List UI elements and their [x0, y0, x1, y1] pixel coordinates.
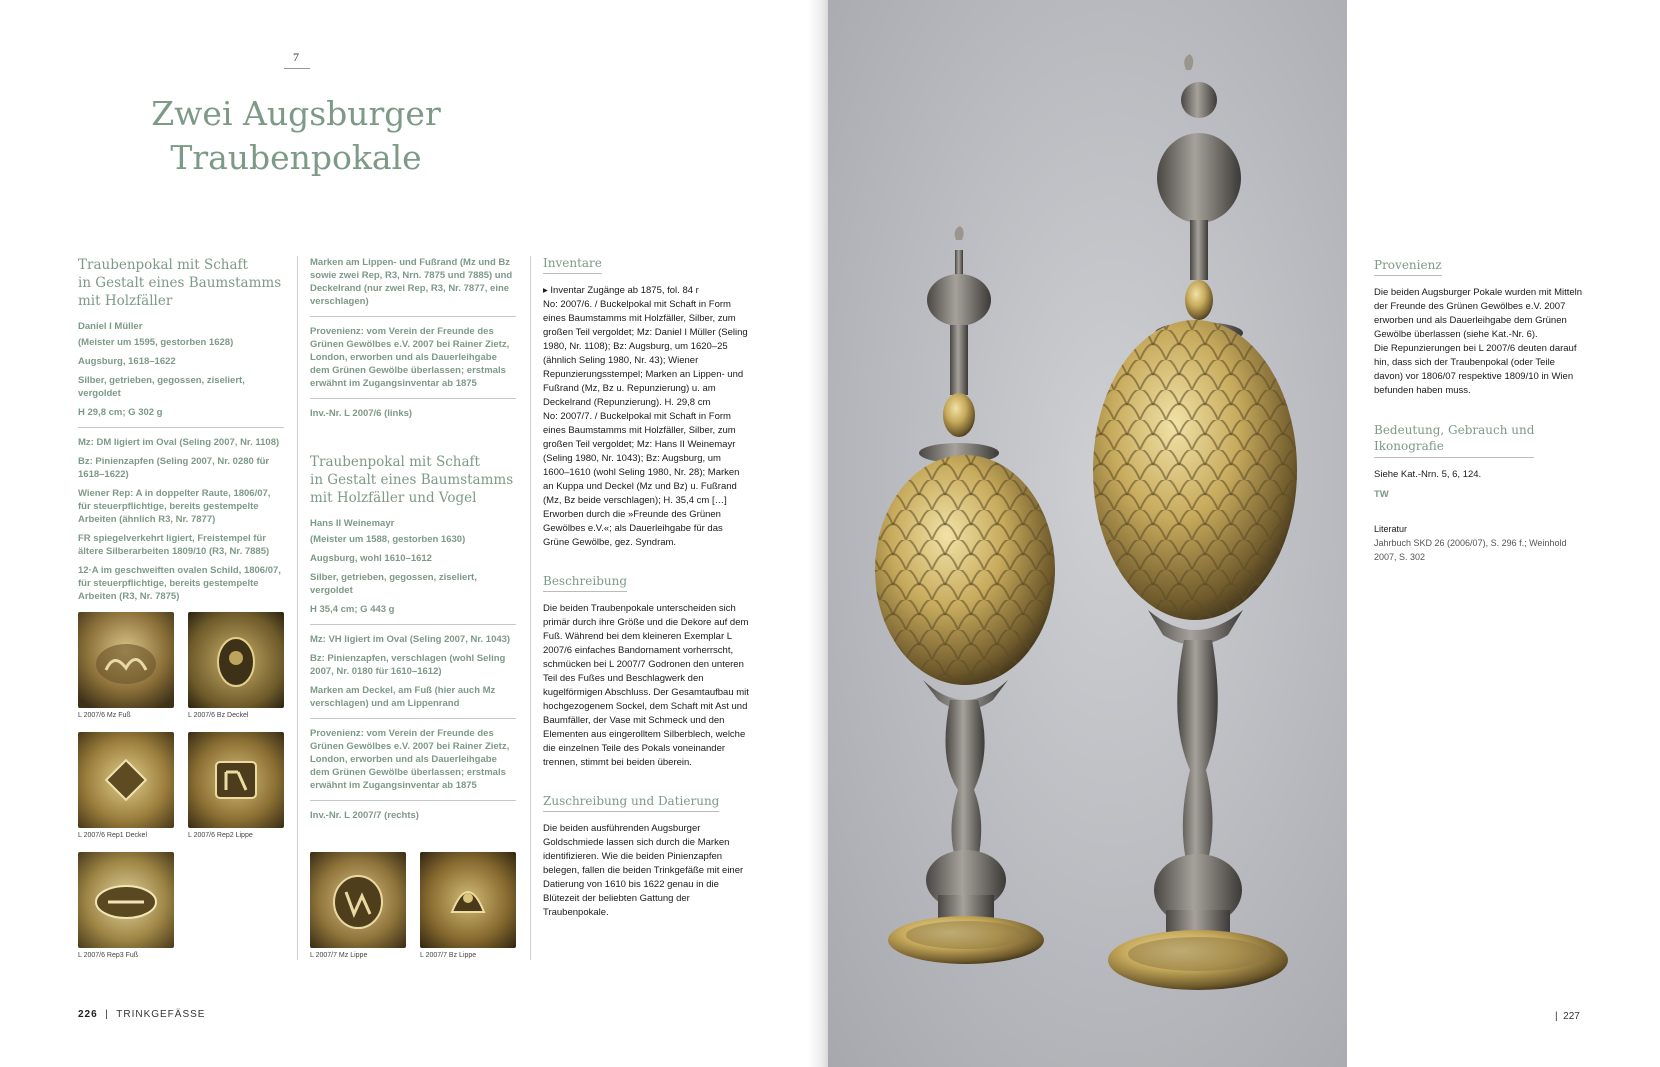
thumb-caption: L 2007/6 Rep2 Lippe [188, 832, 253, 839]
left-page-number: 226 [78, 1009, 98, 1020]
goblets-photo [828, 0, 1347, 1067]
column-object-2 [310, 256, 516, 825]
object1-material: Silber, getrieben, gegossen, ziseliert, vergoldet [78, 375, 245, 399]
hallmark-photo [310, 852, 406, 948]
left-folio [78, 1009, 205, 1020]
left-page [0, 0, 828, 1067]
right-page [1347, 0, 1660, 1067]
bedeutung-heading-line: Bedeutung, Gebrauch und [1374, 423, 1535, 437]
object2-mark: Bz: Pinienzapfen, verschlagen (wohl Seling 2007, Nr. 0180 für 1610–1612) [310, 653, 506, 677]
right-page-number: 227 [1563, 1011, 1580, 1022]
object2-mark: Mz: VH ligiert im Oval (Seling 2007, Nr. 1043) [310, 634, 511, 645]
object1-title [78, 256, 284, 310]
beschreibung-text: Die beiden Traubenpokale unterscheiden sich primär durch ihre Größe und die Dekore auf dem Fuß. Während bei dem kleineren Exemplar L 2007/6 einfaches Bandornament vorherrscht, schmücken bei L 2007/7 Godronen den unteren Teil des Fußes und Beschlagwerk den kugelförmigen Abschluss. Der Gesamtaufbau mit hochgezogenem Sockel, dem Schaft mit Ast und Baumfäller, der Vase mit Schmeck und den Elementen aus eingerolltem Silberblech, welche die einzelnen Teile des Pokals voneinander trennen, stimmt bei beiden überein. [543, 603, 749, 768]
section-heading-inventare: Inventare [543, 256, 602, 274]
object1-mark: Wiener Rep: A in doppelter Raute, 1806/07, für steuerpflichtige, bereits gestempelte Arbeiten (ähnlich R3, Nr. 7877) [78, 488, 271, 525]
object1-mark: Bz: Pinienzapfen (Seling 2007, Nr. 0280 für 1618–1622) [78, 456, 270, 480]
object2-dimensions: H 35,4 cm; G 443 g [310, 604, 395, 615]
hallmark-photo [188, 612, 284, 708]
chapter-rule [284, 68, 310, 69]
object2-title-line: in Gestalt eines Baumstamms [310, 472, 514, 488]
divider [310, 624, 516, 625]
object1-maker: Daniel I Müller [78, 321, 143, 332]
hallmark-photo [78, 852, 174, 948]
thumb-caption: L 2007/6 Bz Deckel [188, 712, 249, 719]
section-heading-zuschreibung: Zuschreibung und Datierung [543, 794, 719, 812]
divider [310, 398, 516, 399]
hallmark-photo [78, 732, 174, 828]
object1-dimensions: H 29,8 cm; G 302 g [78, 407, 163, 418]
object2-maker-note: (Meister um 1588, gestorben 1630) [310, 534, 466, 545]
zuschreibung-text: Die beiden ausführenden Augsburger Goldschmiede lassen sich durch die Marken identifizieren. Wie die beiden Pinienzapfen belegen, fallen die beiden Trinkgefäße mit einer Datierung von 1610 bis 1622 genau in die Blütezeit der beliebten Gattung der Traubenpokale. [543, 823, 744, 918]
bedeutung-text: Siehe Kat.-Nrn. 5, 6, 124. [1374, 469, 1482, 480]
section-heading-bedeutung [1374, 422, 1534, 458]
object1-provenance: Provenienz: vom Verein der Freunde des Grünen Gewölbes e.V. 2007 bei Rainer Zietz, London, erworben und als Dauerleihgabe dem Grünen Gewölbe überlassen; erstmals erwähnt im Zugangsinventar ab 1875 [310, 326, 510, 389]
object2-place: Augsburg, wohl 1610–1612 [310, 553, 432, 564]
folio-separator: | [1555, 1011, 1564, 1022]
section-name: TRINKGEFÄSSE [116, 1009, 206, 1020]
thumb-caption: L 2007/6 Mz Fuß [78, 712, 131, 719]
book-gutter [808, 0, 828, 1067]
object2-title-line: mit Holzfäller und Vogel [310, 490, 477, 506]
chapter-number: 7 [293, 50, 299, 64]
object1-maker-note: (Meister um 1595, gestorben 1628) [78, 337, 234, 348]
object1-inventory: Inv.-Nr. L 2007/6 (links) [310, 408, 413, 419]
column-rule [530, 256, 531, 960]
thumb-caption: L 2007/6 Rep3 Fuß [78, 952, 139, 959]
inventare-text: ▸ Inventar Zugänge ab 1875, fol. 84 r No: 2007/6. / Buckelpokal mit Schaft in Form eines Baumstamms mit Holzfäller, Silber, zum großen Teil vergoldet; Mz: Daniel I Müller (Seling 1980, Nr. 1108); Bz: Augsburg, um 1620–25 (ähnlich Seling 1980, Nr. 43); Wiener Repunzierungsstempel; Marken an Lippen- und Fußrand (Mz, Bz u. Repunzierung) u. am Deckelrand (Repunzierung). H. 29,8 cm No: 2007/7. / Buckelpokal mit Schaft in Form eines Baumstamms mit Holzfäller, Silber, zum großen Teil vergoldet; Mz: Hans II Weinemayr (Seling 1980, Nr. 1043); Bz: Augsburg, um 1600–1610 (wohl Seling 1980, Nr. 28); Marken an Kuppa und Deckel (Mz und Bz) u. Fußrand (Mz, Bz beide verschlagen); H. 35,4 cm […] Erworben durch die »Freunde des Grünen Gewölbes e.V.«; als Dauerleihgabe für das Grüne Gewölbe, gez. Syndram. [543, 285, 748, 548]
hallmark-photo [78, 612, 174, 708]
object1-title-line: mit Holzfäller [78, 293, 173, 309]
small-goblet [875, 226, 1055, 964]
object1-marks-continuation: Marken am Lippen- und Fußrand (Mz und Bz sowie zwei Rep, R3, Nrn. 7875 und 7885) und Deckelrand (nur zwei Rep, R3, Nr. 7877, eine verschlagen) [310, 257, 513, 307]
large-goblet [1093, 54, 1297, 990]
object2-material: Silber, getrieben, gegossen, ziseliert, vergoldet [310, 572, 477, 596]
object2-maker: Hans II Weinemayr [310, 518, 395, 529]
thumb-caption: L 2007/6 Rep1 Deckel [78, 832, 148, 839]
divider [310, 316, 516, 317]
column-object-1 [78, 256, 284, 609]
object2-title [310, 453, 516, 507]
object2-mark: Marken am Deckel, am Fuß (hier auch Mz verschlagen) und am Lippenrand [310, 685, 496, 709]
literatur-label: Literatur [1374, 524, 1408, 534]
column-rule [297, 256, 298, 960]
thumb-caption: L 2007/7 Mz Lippe [310, 952, 368, 959]
hallmark-photo [420, 852, 516, 948]
folio-separator: | [101, 1009, 113, 1020]
object1-title-line: Traubenpokal mit Schaft [78, 257, 248, 273]
literatur-text: Jahrbuch SKD 26 (2006/07), S. 296 f.; Weinhold 2007, S. 302 [1374, 538, 1567, 562]
right-folio [1555, 1011, 1580, 1022]
divider [310, 800, 516, 801]
object1-mark: FR spiegelverkehrt ligiert, Freistempel für ältere Silberarbeiten 1809/10 (R3, Nr. 7885) [78, 533, 270, 557]
object1-place: Augsburg, 1618–1622 [78, 356, 176, 367]
provenienz-text: Die beiden Augsburger Pokale wurden mit Mitteln der Freunde des Grünen Gewölbes e.V. 2007 erworben und als Dauerleihgabe dem Grünen Gewölbe überlassen (siehe Kat.-Nr. 6). Die Repunzierungen bei L 2007/6 deuten darauf hin, dass sich der Traubenpokal (oder Teile davon) vor 1806/07 respektive 1809/10 in Wien befunden haben muss. [1374, 287, 1583, 396]
object2-inventory: Inv.-Nr. L 2007/7 (rechts) [310, 810, 419, 821]
object2-provenance: Provenienz: vom Verein der Freunde des Grünen Gewölbes e.V. 2007 bei Rainer Zietz, London, erworben und als Dauerleihgabe dem Grünen Gewölbe überlassen; erstmals erwähnt im Zugangsinventar ab 1875 [310, 728, 510, 791]
title-line-2: Traubenpokale [170, 138, 422, 177]
section-heading-provenienz: Provenienz [1374, 258, 1442, 276]
object1-title-line: in Gestalt eines Baumstamms [78, 275, 282, 291]
hallmark-photo [188, 732, 284, 828]
section-heading-beschreibung: Beschreibung [543, 574, 627, 592]
object1-mark: 12·A im geschweiften ovalen Schild, 1806/07, für steuerpflichtige, bereits gestempelte Arbeiten (R3, Nr. 7875) [78, 565, 281, 602]
divider [310, 718, 516, 719]
author-initials: TW [1374, 489, 1389, 500]
object2-title-line: Traubenpokal mit Schaft [310, 454, 480, 470]
right-column [1374, 256, 1584, 564]
divider [78, 427, 284, 428]
column-text [543, 256, 749, 920]
thumb-caption: L 2007/7 Bz Lippe [420, 952, 477, 959]
page-title [120, 92, 472, 180]
object1-mark: Mz: DM ligiert im Oval (Seling 2007, Nr. 1108) [78, 437, 280, 448]
title-line-1: Zwei Augsburger [151, 94, 441, 133]
bedeutung-heading-line: Ikonografie [1374, 439, 1444, 453]
